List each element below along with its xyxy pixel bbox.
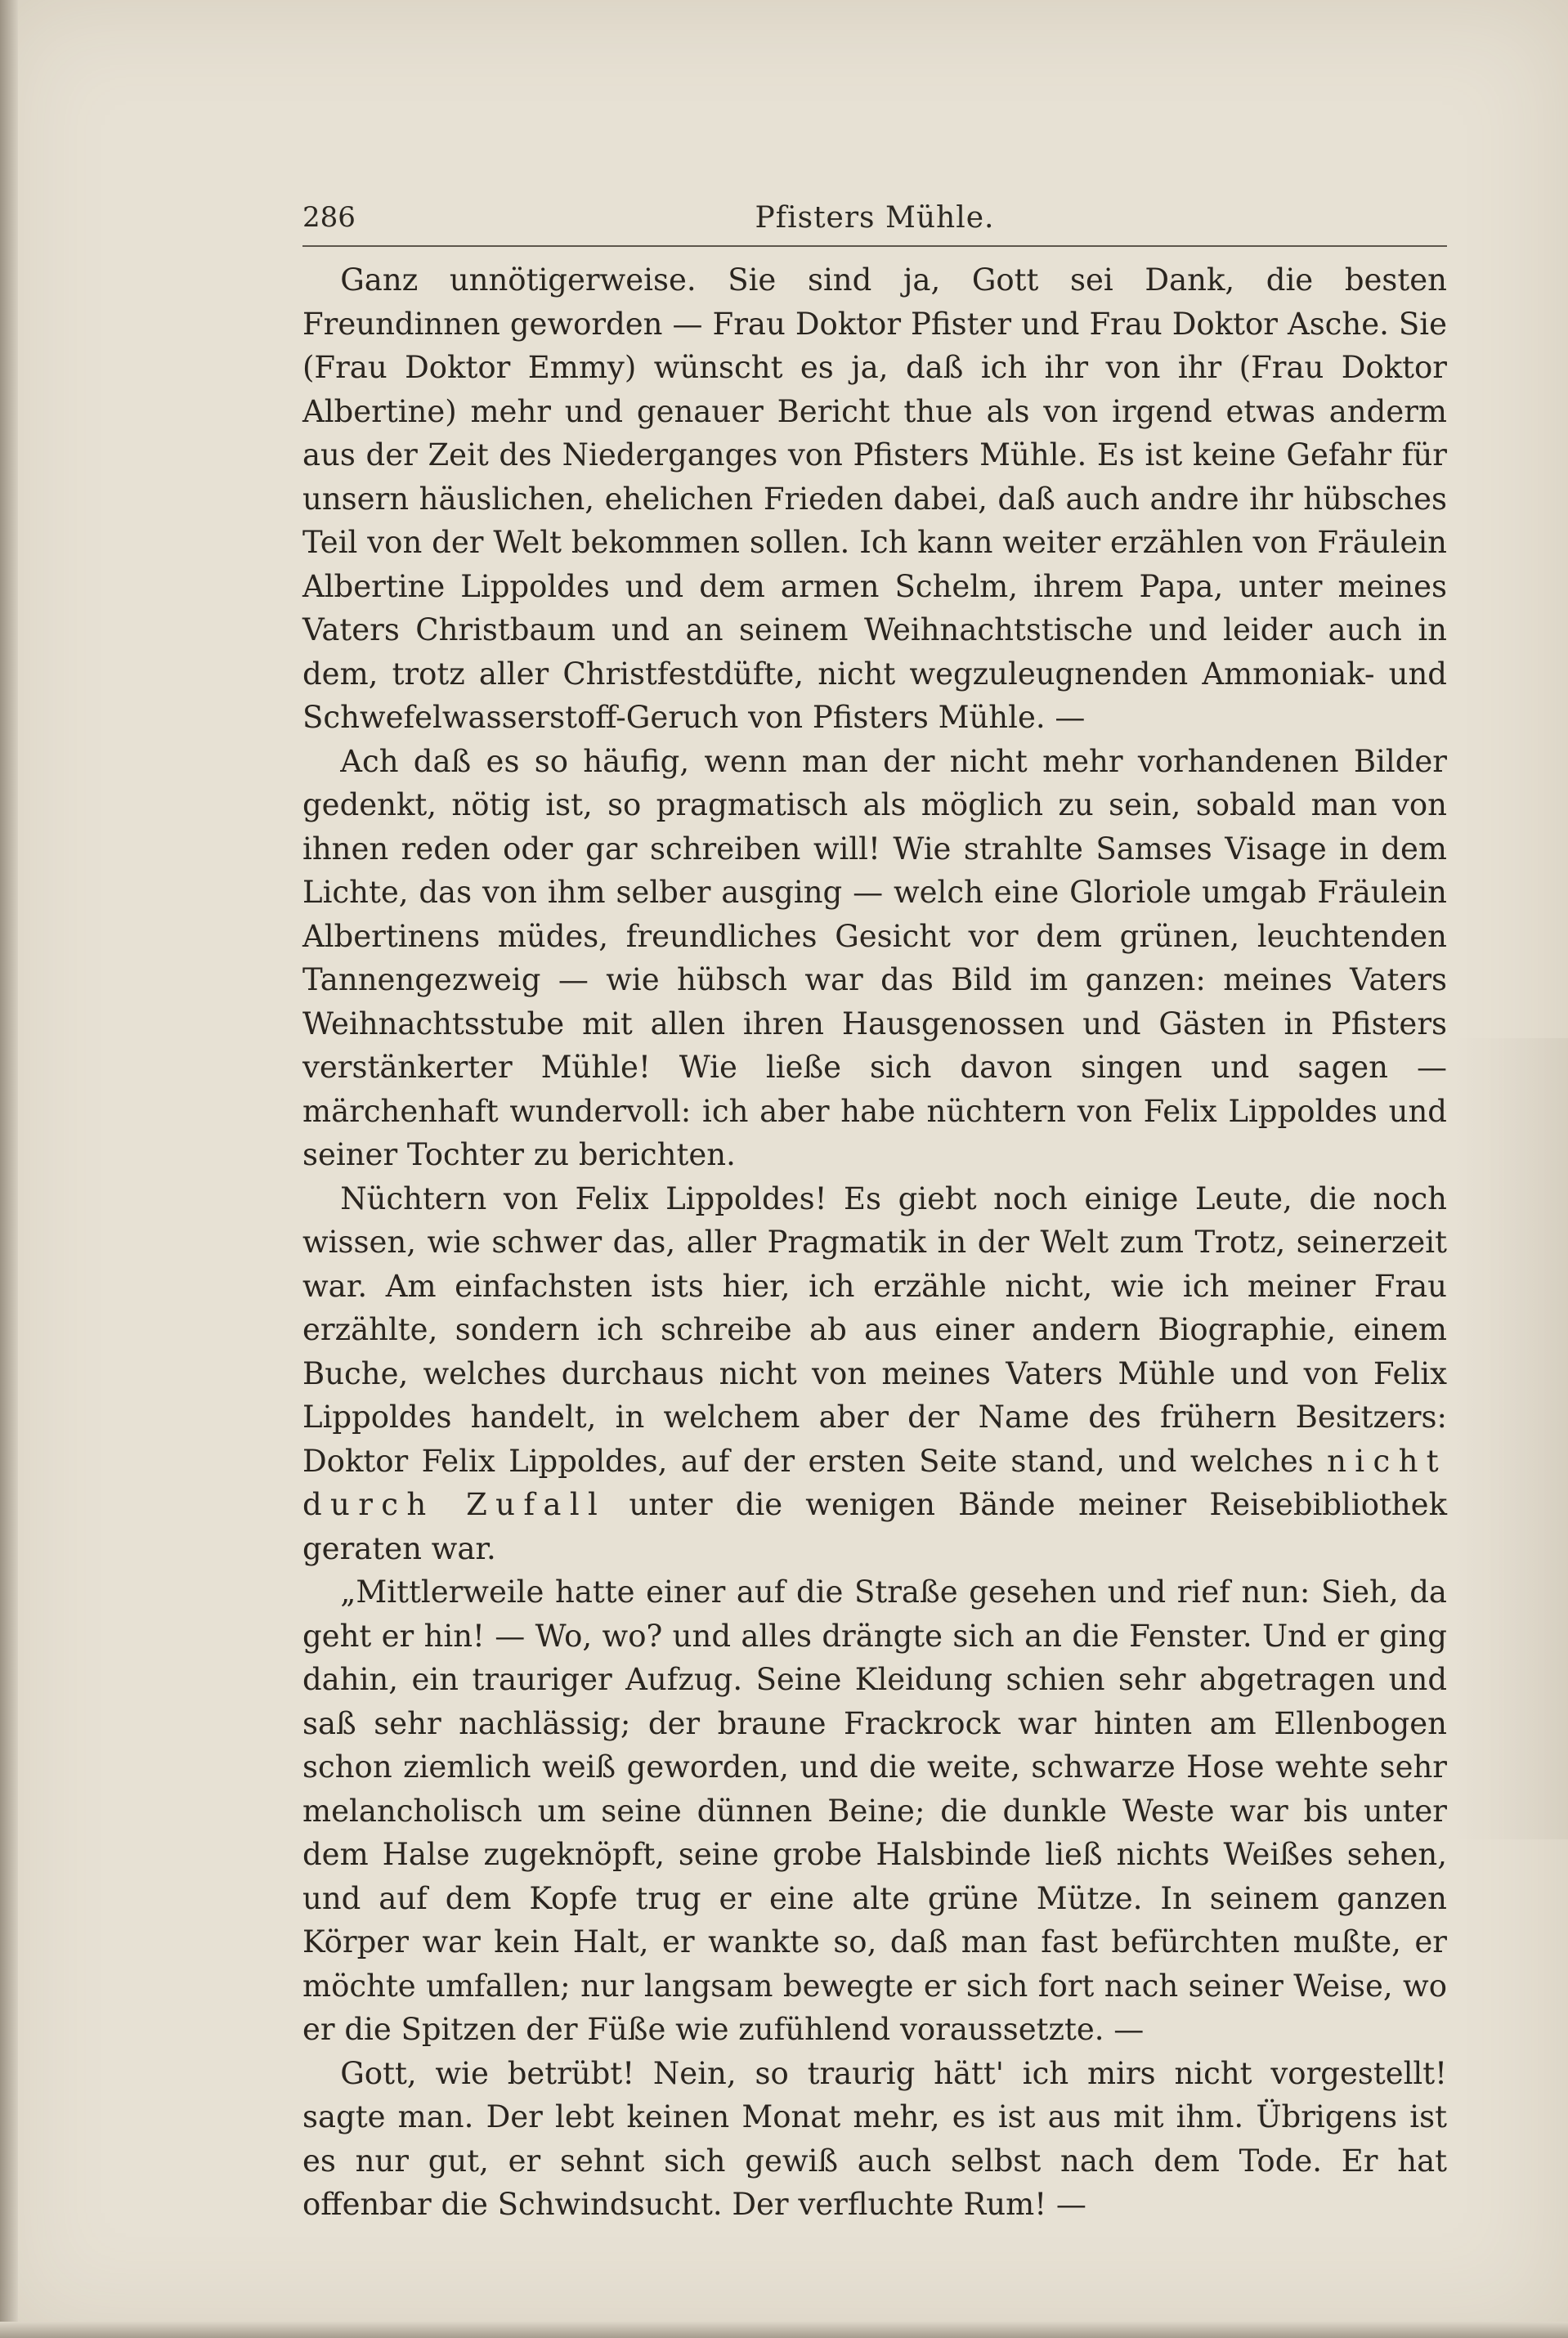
running-head: Pfisters Mühle. (755, 201, 995, 235)
paragraph (302, 1177, 1447, 1571)
page-bottom-edge (0, 2322, 1568, 2338)
body-text (302, 258, 1447, 2227)
paragraph-text: Nüchtern von Felix Lippoldes! Es giebt noch einige Leute, die noch wissen, wie schwer das, aller Pragmatik in der Welt zum Trotz, seinerzeit war. Am einfachsten ists hier, ich erzähle nicht, wie ich meiner Frau erzählte, sondern ich schreibe ab aus einer andern Biographie, einem Buche, welches durchaus nicht von meines Vaters Mühle und von Felix Lippoldes handelt, in welchem aber der Name des frühern Besitzers: Doktor Felix Lippoldes, auf der ersten Seite stand, und welches (302, 1180, 1447, 1479)
paragraph: Gott, wie betrübt! Nein, so traurig hätt' ich mirs nicht vorgestellt! sagte man. Der lebt keinen Monat mehr, es ist aus mit ihm. Übrigens ist es nur gut, er sehnt sich gewiß auch selbst nach dem Tode. Er hat offenbar die Schwindsucht. Der verfluchte Rum! — (302, 2055, 1447, 2222)
page-header (302, 193, 1447, 247)
page-show-through (1454, 1038, 1568, 1839)
paragraph-text: unter die wenigen Bände meiner Reisebibliothek geraten war. (302, 1487, 1447, 1566)
paragraph: Ganz unnötigerweise. Sie sind ja, Gott sei Dank, die besten Freundinnen geworden — Frau Doktor Pfister und Frau Doktor Asche. Sie (Frau Doktor Emmy) wünscht es ja, daß ich ihr von ihr (Frau Doktor Albertine) mehr und genauer Bericht thue als von irgend etwas anderm aus der Zeit des Niederganges von Pfisters Mühle. Es ist keine Gefahr für unsern häuslichen, ehelichen Frieden dabei, daß auch andre ihr hübsches Teil von der Welt bekommen sollen. Ich kann weiter erzählen von Fräulein Albertine Lippoldes und dem armen Schelm, ihrem Papa, unter meines Vaters Christbaum und an seinem Weihnachtstische und leider auch in dem, trotz aller Christfestdüfte, nicht wegzuleugnenden Ammoniak- und Schwefelwasserstoff-Geruch von Pfisters Mühle. — (302, 262, 1447, 735)
paragraph: Ach daß es so häufig, wenn man der nicht mehr vorhandenen Bilder gedenkt, nötig ist, so pragmatisch als möglich zu sein, sobald man von ihnen reden oder gar schreiben will! Wie strahlte Samses Visage in dem Lichte, das von ihm selber ausging — welch eine Gloriole umgab Fräulein Albertinens müdes, freundliches Gesicht vor dem grünen, leuchtenden Tannengezweig — wie hübsch war das Bild im ganzen: meines Vaters Weihnachtsstube mit allen ihren Hausgenossen und Gästen in Pfisters verstänkerter Mühle! Wie ließe sich davon singen und sagen — märchenhaft wundervoll: ich aber habe nüchtern von Felix Lippoldes und seiner Tochter zu berichten. (302, 743, 1447, 1172)
paragraph: „Mittlerweile hatte einer auf die Straße gesehen und rief nun: Sieh, da geht er hin! — Wo, wo? und alles drängte sich an die Fenster. Und er ging dahin, ein trauriger Aufzug. Seine Kleidung schien sehr abgetragen und saß sehr nachlässig; der braune Frackrock war hinten am Ellenbogen schon ziemlich weiß geworden, und die weite, schwarze Hose wehte sehr melancholisch um seine dünnen Beine; die dunkle Weste war bis unter dem Halse zugeknöpft, seine grobe Halsbinde ließ nichts Weißes sehen, und auf dem Kopfe trug er eine alte grüne Mütze. In seinem ganzen Körper war kein Halt, er wankte so, daß man fast befürchten mußte, er möchte umfallen; nur langsam bewegte er sich fort nach seiner Weise, wo er die Spitzen der Füße wie zufühlend voraussetzte. — (302, 1574, 1447, 2047)
page-binding-edge (0, 0, 18, 2338)
page-number: 286 (302, 201, 356, 234)
emphasized-text: nicht durch Zufall (302, 1443, 1447, 1522)
